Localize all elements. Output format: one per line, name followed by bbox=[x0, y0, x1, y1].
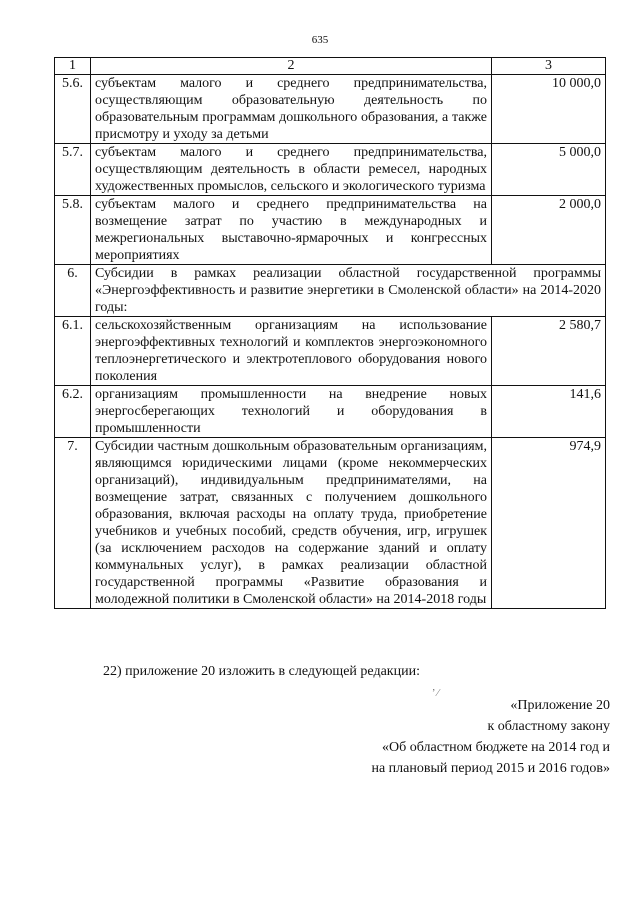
table-row bbox=[55, 196, 606, 265]
row-description: субъектам малого и среднего предпринимательства, осуществляющим образовательную деятельность по образовательным программам дошкольного образования, а также присмотру и уходу за детьми bbox=[91, 75, 492, 144]
appendix-line-4: на плановый период 2015 и 2016 годов» bbox=[371, 761, 610, 776]
header-col-1: 1 bbox=[55, 58, 91, 75]
row-number: 5.8. bbox=[55, 196, 91, 265]
row-amount: 10 000,0 bbox=[492, 75, 606, 144]
row-number: 6.2. bbox=[55, 386, 91, 438]
header-col-2: 2 bbox=[91, 58, 492, 75]
appendix-line-1: «Приложение 20 bbox=[510, 698, 610, 713]
table-row bbox=[55, 144, 606, 196]
row-amount: 974,9 bbox=[492, 438, 606, 609]
appendix-line-2: к областному закону bbox=[487, 719, 610, 734]
scan-mark: ’ ⁄ bbox=[432, 688, 439, 699]
appendix-line-3: «Об областном бюджете на 2014 год и bbox=[382, 740, 610, 755]
row-description: Субсидии частным дошкольным образовательным организациям, являющимся юридическими лицами (кроме некоммерческих организаций), индивидуальным предпринимателями, на возмещение затрат, связанных с получением дошкольного образования, включая расходы на оплату труда, приобретение учебников и учебных пособий, средств обучения, игр, игрушек (за исключением расходов на содержание зданий и оплату коммунальных услуг), в рамках реализации областной государственной программы «Развитие образования и молодежной политики в Смоленской области» на 2014-2018 годы bbox=[91, 438, 492, 609]
row-number: 5.6. bbox=[55, 75, 91, 144]
budget-table bbox=[54, 57, 606, 609]
page-number: 635 bbox=[311, 34, 329, 46]
row-description: Субсидии в рамках реализации областной государственной программы «Энергоэффективность и развитие энергетики в Смоленской области» на 2014-2020 годы: bbox=[91, 265, 606, 317]
table-row bbox=[55, 386, 606, 438]
header-col-3: 3 bbox=[492, 58, 606, 75]
amendment-paragraph: 22) приложение 20 изложить в следующей редакции: bbox=[103, 664, 420, 679]
table-row-section bbox=[55, 265, 606, 317]
row-description: субъектам малого и среднего предпринимательства на возмещение затрат по участию в международных и межрегиональных выставочно-ярмарочных и конгрессных мероприятиях bbox=[91, 196, 492, 265]
row-amount: 2 000,0 bbox=[492, 196, 606, 265]
row-description: сельскохозяйственным организациям на использование энергоэффективных технологий и комплектов энергоэкономного теплоэнергетического и электротеплового оборудования нового поколения bbox=[91, 317, 492, 386]
row-number: 6.1. bbox=[55, 317, 91, 386]
row-number: 5.7. bbox=[55, 144, 91, 196]
table-row bbox=[55, 75, 606, 144]
row-description: субъектам малого и среднего предпринимательства, осуществляющим деятельность в области ремесел, народных художественных промыслов, сельского и экологического туризма bbox=[91, 144, 492, 196]
row-amount: 2 580,7 bbox=[492, 317, 606, 386]
table-row bbox=[55, 317, 606, 386]
row-amount: 5 000,0 bbox=[492, 144, 606, 196]
row-amount: 141,6 bbox=[492, 386, 606, 438]
table-header-row bbox=[55, 58, 606, 75]
appendix-heading bbox=[371, 695, 610, 779]
row-number: 6. bbox=[55, 265, 91, 317]
row-number: 7. bbox=[55, 438, 91, 609]
row-description: организациям промышленности на внедрение новых энергосберегающих технологий и оборудования в промышленности bbox=[91, 386, 492, 438]
table-row bbox=[55, 438, 606, 609]
